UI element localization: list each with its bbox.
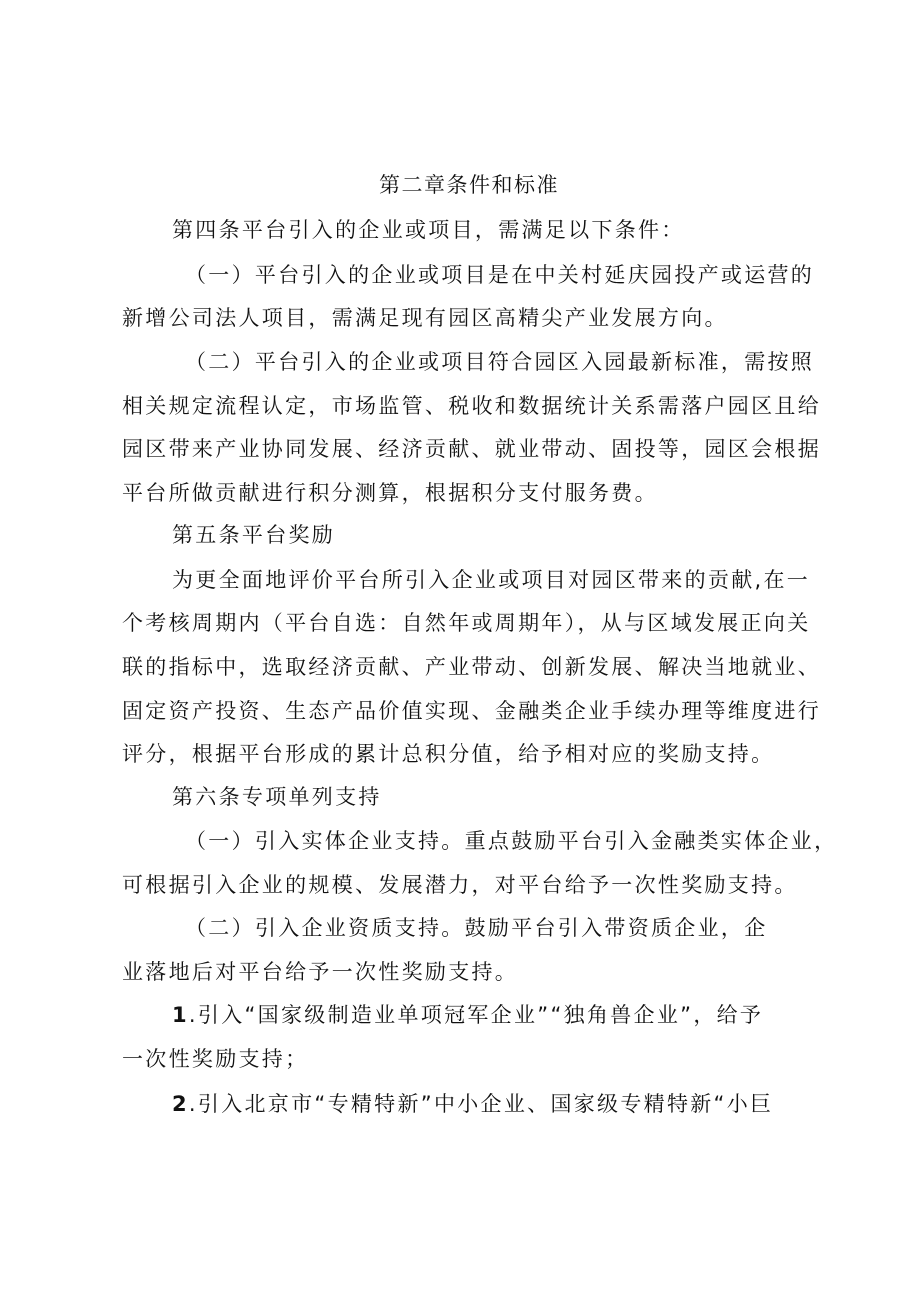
- sub-1-number: 1: [172, 1003, 189, 1027]
- article-4-item-2-line-1: （二）平台引入的企业或项目符合园区入园最新标准，需按照: [185, 350, 815, 374]
- article-6-sub-2-line-1: [172, 1090, 773, 1118]
- article-6-item-2-line-1: （二）引入企业资质支持。鼓励平台引入带资质企业，企: [185, 916, 768, 940]
- sub-2-text: .引入北京市“专精特新”中小企业、国家级专精特新“小巨: [188, 1092, 774, 1116]
- article-4-item-1-line-1: （一）平台引入的企业或项目是在中关村延庆园投产或运营的: [185, 263, 815, 287]
- article-4-item-2-line-3: 园区带来产业协同发展、经济贡献、就业带动、固投等，园区会根据: [122, 437, 821, 461]
- sub-2-number: 2: [172, 1092, 189, 1116]
- article-6-heading: 第六条专项单列支持: [172, 785, 382, 809]
- article-5-line-2: 个考核周期内（平台自选：自然年或周期年），从与区域发展正向关: [122, 611, 811, 635]
- article-6-item-1-line-1: （一）引入实体企业支持。重点鼓励平台引入金融类实体企业，: [185, 829, 838, 853]
- article-4-item-2-line-2: 相关规定流程认定，市场监管、税收和数据统计关系需落户园区且给: [122, 394, 821, 418]
- article-6-sub-1-line-2: 一次性奖励支持；: [122, 1047, 309, 1071]
- article-5-line-4: 固定资产投资、生态产品价值实现、金融类企业手续办理等维度进行: [122, 699, 821, 723]
- article-5-line-5: 评分，根据平台形成的累计总积分值，给予相对应的奖励支持。: [122, 742, 775, 766]
- article-6-item-2-line-2: 业落地后对平台给予一次性奖励支持。: [122, 960, 519, 984]
- article-4-item-2-line-4: 平台所做贡献进行积分测算，根据积分支付服务费。: [122, 481, 658, 505]
- chapter-title: 第二章条件和标准: [379, 173, 559, 197]
- article-4-heading: 第四条平台引入的企业或项目，需满足以下条件：: [172, 218, 685, 242]
- sub-1-text: .引入“国家级制造业单项冠军企业”“独角兽企业”，给予: [188, 1003, 764, 1027]
- article-5-line-1: 为更全面地评价平台所引入企业或项目对园区带来的贡献,在一: [172, 568, 811, 592]
- article-5-line-3: 联的指标中，选取经济贡献、产业带动、创新发展、解决当地就业、: [122, 655, 821, 679]
- article-6-sub-1-line-1: [172, 1001, 763, 1029]
- article-4-item-1-line-2: 新增公司法人项目，需满足现有园区高精尖产业发展方向。: [122, 306, 728, 330]
- article-5-heading: 第五条平台奖励: [172, 523, 336, 547]
- article-6-item-1-line-2: 可根据引入企业的规模、发展潜力，对平台给予一次性奖励支持。: [122, 873, 798, 897]
